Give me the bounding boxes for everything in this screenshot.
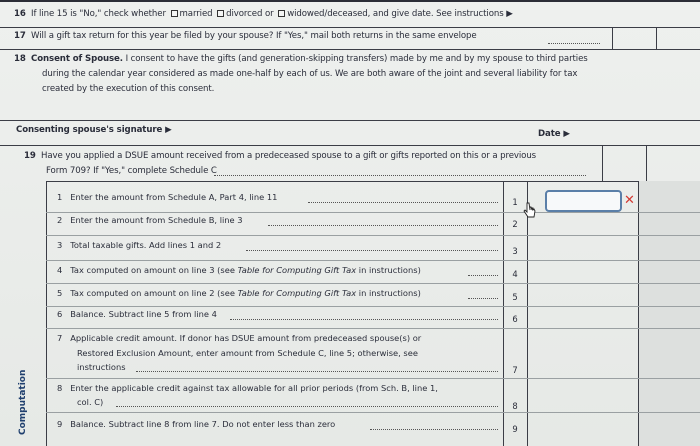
line-5-tail: in instructions) [356, 288, 421, 298]
line-1 [57, 192, 277, 202]
divider [0, 49, 700, 50]
line-8-number: 8 [57, 383, 63, 393]
date-label: Date [538, 129, 561, 139]
line-3 [57, 240, 221, 250]
dot-leader [468, 298, 498, 299]
divider [0, 145, 700, 146]
dot-leader [136, 371, 498, 372]
dot-leader [116, 406, 498, 407]
row-divider [46, 283, 700, 284]
line-19-text-2: Form 709? If "Yes," complete Schedule C [46, 166, 217, 176]
line-17-text: Will a gift tax return for this year be filed by your spouse? If "Yes," mail both returns in the same envelope [31, 31, 477, 41]
row-divider [46, 212, 700, 213]
line-19 [24, 151, 536, 161]
line-18-title: Consent of Spouse. [31, 54, 123, 64]
line-17-number: 17 [14, 31, 26, 41]
line-8-box: 8 [512, 401, 518, 411]
line-1-number: 1 [57, 192, 63, 202]
line-2 [57, 215, 243, 225]
line-8 [57, 383, 438, 393]
arrow-icon: ▶ [563, 129, 570, 139]
line-4-text: Tax computed on amount on line 3 (see [70, 265, 238, 275]
divorced-checkbox[interactable] [217, 10, 224, 17]
arrow-icon: ▶ [165, 125, 172, 135]
line-18-text-1: I consent to have the gifts (and generation-skipping transfers) made by me and by my spouse to third parties [125, 54, 588, 64]
line-7-box: 7 [512, 365, 518, 375]
line-8-text-2: col. C) [77, 397, 104, 407]
line-1-text: Enter the amount from Schedule A, Part 4, line 11 [70, 192, 278, 202]
row-divider [46, 412, 700, 413]
row-divider [46, 260, 700, 261]
line-3-number: 3 [57, 240, 63, 250]
divider [46, 181, 700, 182]
line-5-box: 5 [512, 292, 518, 302]
sidebar-divider [46, 181, 47, 446]
dot-leader [308, 202, 498, 203]
line-6-number: 6 [57, 309, 63, 319]
shaded-column [638, 181, 700, 446]
dot-leader [268, 225, 498, 226]
row-divider [46, 235, 700, 236]
top-border [0, 0, 700, 2]
divider [0, 27, 700, 28]
widowed-label: widowed/deceased, and give date. See instructions [287, 9, 504, 19]
line-19-text-1: Have you applied a DSUE amount received from a predeceased spouse to a gift or gifts reported on this or a previous [41, 151, 537, 161]
line-number-column-right [527, 181, 528, 446]
column-divider [646, 145, 647, 181]
line-9-text: Balance. Subtract line 8 from line 7. Do not enter less than zero [70, 419, 336, 429]
line-16-number: 16 [14, 9, 26, 19]
row-divider [46, 378, 700, 379]
date-row [538, 129, 570, 139]
line-5-number: 5 [57, 288, 63, 298]
line-4-number: 4 [57, 265, 63, 275]
line-9-number: 9 [57, 419, 63, 429]
dot-leader [370, 429, 498, 430]
line-2-text: Enter the amount from Schedule B, line 3 [70, 215, 243, 225]
line-7-text-2: Restored Exclusion Amount, enter amount from Schedule C, line 5; otherwise, see [77, 348, 418, 358]
error-x-icon: ✕ [624, 193, 635, 208]
line-6-text: Balance. Subtract line 5 from line 4 [70, 309, 217, 319]
line-18 [14, 54, 588, 64]
signature-row [16, 125, 172, 135]
line-7-number: 7 [57, 333, 63, 343]
line-16 [14, 9, 513, 19]
row-divider [46, 306, 700, 307]
line-18-number: 18 [14, 54, 26, 64]
amount-column-right [638, 181, 639, 446]
line-5-table-ref: Table for Computing Gift Tax [237, 288, 357, 298]
column-divider [612, 27, 613, 49]
column-divider [656, 27, 657, 49]
line-8-text-1: Enter the applicable credit against tax allowable for all prior periods (from Sch. B, line 1, [70, 383, 438, 393]
line-7-text-1: Applicable credit amount. If donor has DSUE amount from predeceased spouse(s) or [70, 333, 422, 343]
line-6-box: 6 [512, 314, 518, 324]
line-2-number: 2 [57, 215, 63, 225]
line-3-text: Total taxable gifts. Add lines 1 and 2 [70, 240, 222, 250]
line-16-prefix: If line 15 is "No," check whether [31, 9, 166, 19]
mouse-cursor-icon [523, 202, 537, 218]
line-4-tail: in instructions) [356, 265, 421, 275]
line-1-box: 1 [512, 197, 518, 207]
line-2-box: 2 [512, 219, 518, 229]
line-4 [57, 265, 421, 275]
widowed-checkbox[interactable] [278, 10, 285, 17]
married-label: married [179, 9, 213, 19]
line-18-text-2: during the calendar year considered as made one-half by each of us. We are both aware of the joint and several liability for tax [42, 69, 578, 79]
line-5-text: Tax computed on amount on line 2 (see [70, 288, 238, 298]
arrow-icon: ▶ [506, 9, 513, 19]
dot-leader [246, 250, 498, 251]
line-9-box: 9 [512, 424, 518, 434]
line-7 [57, 333, 421, 343]
line-18-text-3: created by the execution of this consent. [42, 84, 215, 94]
computation-sidebar-label: Computation [18, 369, 28, 435]
divorced-label: divorced or [226, 9, 274, 19]
line-17 [14, 31, 477, 41]
column-divider [602, 145, 603, 181]
row-divider [46, 328, 700, 329]
line-6 [57, 309, 217, 319]
line-7-text-3: instructions [77, 362, 126, 372]
line-9 [57, 419, 335, 429]
line-number-column-left [503, 181, 504, 446]
divider [0, 120, 700, 121]
line-3-box: 3 [512, 246, 518, 256]
signature-label: Consenting spouse's signature [16, 125, 163, 135]
line-19-number: 19 [24, 151, 36, 161]
married-checkbox[interactable] [171, 10, 178, 17]
line-5 [57, 288, 421, 298]
dot-leader [468, 275, 498, 276]
dot-leader [548, 43, 600, 44]
line-1-amount-input[interactable] [545, 190, 622, 212]
line-4-table-ref: Table for Computing Gift Tax [237, 265, 357, 275]
dot-leader [230, 319, 498, 320]
dot-leader [214, 175, 586, 176]
line-4-box: 4 [512, 269, 518, 279]
